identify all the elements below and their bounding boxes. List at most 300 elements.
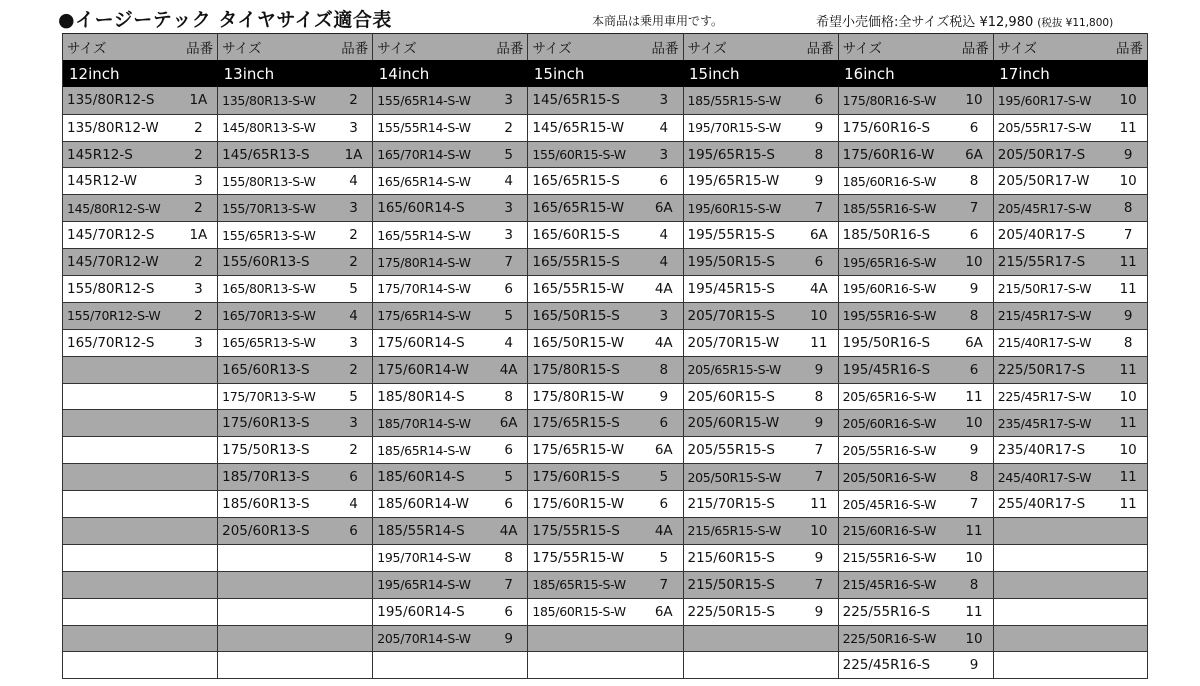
product-number: 9	[645, 383, 683, 410]
tire-size: 175/80R14-S-W	[373, 249, 490, 276]
product-number: 9	[490, 625, 528, 652]
product-number: 6A	[955, 329, 993, 356]
product-number: 9	[800, 356, 838, 383]
empty-cell	[683, 652, 800, 679]
product-number: 6A	[645, 598, 683, 625]
product-number: 3	[490, 222, 528, 249]
empty-cell	[63, 625, 180, 652]
tire-size: 175/60R16-S	[838, 114, 955, 141]
table-row	[63, 329, 1148, 356]
tire-size: 145/70R12-S	[63, 222, 180, 249]
product-number: 5	[645, 544, 683, 571]
tire-size: 185/70R13-S	[218, 464, 335, 491]
tire-size: 135/80R13-S-W	[218, 87, 335, 114]
product-number: 4	[490, 329, 528, 356]
table-row	[63, 437, 1148, 464]
tire-size: 195/65R14-S-W	[373, 571, 490, 598]
empty-cell	[63, 544, 180, 571]
table-row	[63, 114, 1148, 141]
tire-size: 205/65R16-S-W	[838, 383, 955, 410]
tire-size: 145/65R15-W	[528, 114, 645, 141]
table-row	[63, 87, 1148, 114]
tire-size: 195/65R15-S	[683, 141, 800, 168]
tire-size: 185/55R15-S-W	[683, 87, 800, 114]
product-number: 3	[490, 195, 528, 222]
col-header-size: サイズ	[838, 34, 955, 61]
tire-size: 145/80R12-S-W	[63, 195, 180, 222]
product-number: 11	[1109, 464, 1147, 491]
product-number: 10	[955, 410, 993, 437]
empty-cell	[1109, 571, 1147, 598]
tire-size: 175/60R13-S	[218, 410, 335, 437]
tire-size: 215/55R17-S	[993, 249, 1109, 276]
product-number: 2	[490, 114, 528, 141]
product-number: 7	[800, 464, 838, 491]
product-number: 8	[490, 544, 528, 571]
tire-size: 175/65R15-W	[528, 437, 645, 464]
product-number: 4	[335, 302, 373, 329]
tire-size: 165/80R13-S-W	[218, 276, 335, 303]
empty-cell	[180, 598, 218, 625]
tire-size: 185/60R15-S-W	[528, 598, 645, 625]
empty-cell	[63, 652, 180, 679]
product-number: 7	[490, 249, 528, 276]
product-number: 11	[1109, 276, 1147, 303]
tire-size: 215/55R16-S-W	[838, 544, 955, 571]
product-number: 4	[335, 491, 373, 518]
tire-size: 225/55R16-S	[838, 598, 955, 625]
empty-cell	[63, 437, 180, 464]
tire-size: 195/45R15-S	[683, 276, 800, 303]
tire-size: 145/65R13-S	[218, 141, 335, 168]
empty-cell	[683, 625, 800, 652]
table-row	[63, 598, 1148, 625]
empty-cell	[63, 518, 180, 545]
empty-cell	[180, 356, 218, 383]
product-number: 6	[800, 87, 838, 114]
empty-cell	[490, 652, 528, 679]
empty-cell	[63, 598, 180, 625]
usage-note: 本商品は乗用車用です。	[592, 14, 724, 28]
product-number: 3	[335, 195, 373, 222]
product-number: 8	[645, 356, 683, 383]
tire-size: 175/55R15-S	[528, 518, 645, 545]
product-number: 4A	[645, 329, 683, 356]
product-number: 11	[1109, 249, 1147, 276]
tire-size: 205/60R16-S-W	[838, 410, 955, 437]
tire-size: 215/65R15-S-W	[683, 518, 800, 545]
table-row	[63, 544, 1148, 571]
empty-cell	[1109, 598, 1147, 625]
tire-size: 225/50R15-S	[683, 598, 800, 625]
product-number: 11	[955, 518, 993, 545]
tire-size: 175/60R14-S	[373, 329, 490, 356]
tire-size: 155/60R13-S	[218, 249, 335, 276]
product-number: 1A	[180, 222, 218, 249]
empty-cell	[63, 410, 180, 437]
tire-size: 215/60R15-S	[683, 544, 800, 571]
tire-size: 155/80R12-S	[63, 276, 180, 303]
empty-cell	[335, 598, 373, 625]
tire-size: 205/45R17-S-W	[993, 195, 1109, 222]
product-number: 6	[490, 437, 528, 464]
tire-size: 205/60R15-W	[683, 410, 800, 437]
empty-cell	[335, 652, 373, 679]
tire-size: 205/70R14-S-W	[373, 625, 490, 652]
col-header-size: サイズ	[528, 34, 645, 61]
product-number: 3	[335, 329, 373, 356]
tire-size: 175/70R14-S-W	[373, 276, 490, 303]
tire-size: 195/60R17-S-W	[993, 87, 1109, 114]
empty-cell	[645, 625, 683, 652]
product-number: 4	[490, 168, 528, 195]
inch-group-label: 12inch	[63, 60, 218, 87]
product-number: 10	[1109, 168, 1147, 195]
table-row	[63, 356, 1148, 383]
tire-size: 195/50R16-S	[838, 329, 955, 356]
product-number: 3	[490, 87, 528, 114]
empty-cell	[218, 544, 335, 571]
col-header-number: 品番	[800, 34, 838, 61]
product-number: 7	[955, 491, 993, 518]
price-tax: (税抜 ¥11,800)	[1037, 17, 1114, 29]
product-number: 6	[955, 356, 993, 383]
tire-size: 205/55R16-S-W	[838, 437, 955, 464]
product-number: 2	[335, 222, 373, 249]
table-row	[63, 168, 1148, 195]
product-number: 1A	[335, 141, 373, 168]
empty-cell	[1109, 625, 1147, 652]
product-number: 10	[955, 625, 993, 652]
table-body	[63, 87, 1148, 679]
product-number: 6	[955, 114, 993, 141]
tire-size: 185/80R14-S	[373, 383, 490, 410]
product-number: 6	[955, 222, 993, 249]
tire-size: 175/55R15-W	[528, 544, 645, 571]
empty-cell	[180, 464, 218, 491]
product-number: 9	[800, 598, 838, 625]
tire-size: 205/55R17-S-W	[993, 114, 1109, 141]
tire-size: 175/70R13-S-W	[218, 383, 335, 410]
empty-cell	[63, 356, 180, 383]
col-header-number: 品番	[1109, 34, 1147, 61]
product-number: 10	[800, 302, 838, 329]
product-number: 3	[335, 410, 373, 437]
product-number: 6	[645, 491, 683, 518]
tire-size: 165/70R12-S	[63, 329, 180, 356]
tire-size: 225/50R17-S	[993, 356, 1109, 383]
product-number: 2	[180, 302, 218, 329]
tire-size: 165/55R14-S-W	[373, 222, 490, 249]
product-number: 4A	[645, 518, 683, 545]
product-number: 4	[645, 114, 683, 141]
col-header-size: サイズ	[993, 34, 1109, 61]
price-info	[816, 11, 1113, 30]
inch-group-label: 13inch	[218, 60, 373, 87]
table-row	[63, 195, 1148, 222]
inch-group-label: 14inch	[373, 60, 528, 87]
empty-cell	[993, 518, 1109, 545]
product-number: 7	[800, 437, 838, 464]
empty-cell	[218, 598, 335, 625]
empty-cell	[180, 383, 218, 410]
table-row	[63, 625, 1148, 652]
table-row	[63, 518, 1148, 545]
product-number: 6	[335, 518, 373, 545]
empty-cell	[335, 625, 373, 652]
product-number: 8	[955, 168, 993, 195]
tire-size: 185/60R13-S	[218, 491, 335, 518]
tire-size: 185/50R16-S	[838, 222, 955, 249]
tire-size: 175/65R14-S-W	[373, 302, 490, 329]
tire-size: 165/65R15-S	[528, 168, 645, 195]
empty-cell	[993, 571, 1109, 598]
tire-size: 205/50R15-S-W	[683, 464, 800, 491]
page-title: ●イージーテック タイヤサイズ適合表	[58, 9, 392, 31]
tire-size: 155/80R13-S-W	[218, 168, 335, 195]
tire-size: 225/45R17-S-W	[993, 383, 1109, 410]
product-number: 10	[1109, 437, 1147, 464]
empty-cell	[1109, 518, 1147, 545]
tire-size: 205/40R17-S	[993, 222, 1109, 249]
product-number: 6	[490, 276, 528, 303]
tire-size: 195/45R16-S	[838, 356, 955, 383]
product-number: 4A	[800, 276, 838, 303]
empty-cell	[1109, 652, 1147, 679]
tire-size: 185/65R14-S-W	[373, 437, 490, 464]
product-number: 3	[645, 141, 683, 168]
page-header	[0, 0, 1200, 34]
tire-size: 175/60R14-W	[373, 356, 490, 383]
table-row	[63, 302, 1148, 329]
product-number: 11	[955, 383, 993, 410]
product-number: 3	[645, 87, 683, 114]
table-row	[63, 383, 1148, 410]
product-number: 11	[1109, 356, 1147, 383]
product-number: 4	[335, 168, 373, 195]
price-label: 希望小売価格:全サイズ税込 ¥12,980	[816, 15, 1034, 30]
product-number: 5	[335, 383, 373, 410]
product-number: 8	[955, 302, 993, 329]
empty-cell	[63, 464, 180, 491]
tire-size: 195/55R16-S-W	[838, 302, 955, 329]
tire-size: 165/50R15-S	[528, 302, 645, 329]
product-number: 2	[335, 87, 373, 114]
empty-cell	[800, 652, 838, 679]
tire-size: 205/70R15-W	[683, 329, 800, 356]
tire-size: 165/65R14-S-W	[373, 168, 490, 195]
product-number: 6A	[800, 222, 838, 249]
tire-size: 165/60R13-S	[218, 356, 335, 383]
product-number: 4	[645, 249, 683, 276]
empty-cell	[993, 598, 1109, 625]
tire-size: 165/50R15-W	[528, 329, 645, 356]
tire-size: 155/55R14-S-W	[373, 114, 490, 141]
product-number: 2	[335, 356, 373, 383]
empty-cell	[645, 652, 683, 679]
empty-cell	[180, 410, 218, 437]
tire-size: 175/80R15-S	[528, 356, 645, 383]
product-number: 6A	[645, 195, 683, 222]
empty-cell	[218, 571, 335, 598]
tire-size: 195/60R16-S-W	[838, 276, 955, 303]
tire-size: 215/45R17-S-W	[993, 302, 1109, 329]
product-number: 11	[1109, 491, 1147, 518]
product-number: 2	[180, 114, 218, 141]
product-number: 8	[955, 571, 993, 598]
empty-cell	[180, 437, 218, 464]
product-number: 5	[645, 464, 683, 491]
empty-cell	[373, 652, 490, 679]
empty-cell	[993, 652, 1109, 679]
product-number: 3	[180, 329, 218, 356]
empty-cell	[335, 544, 373, 571]
tire-size: 175/60R15-S	[528, 464, 645, 491]
tire-size: 235/45R17-S-W	[993, 410, 1109, 437]
product-number: 6	[800, 249, 838, 276]
table-row	[63, 571, 1148, 598]
empty-cell	[63, 383, 180, 410]
product-number: 9	[800, 544, 838, 571]
empty-cell	[180, 518, 218, 545]
product-number: 7	[800, 571, 838, 598]
product-number: 10	[955, 87, 993, 114]
product-number: 6	[645, 410, 683, 437]
product-number: 8	[955, 464, 993, 491]
product-number: 6	[490, 491, 528, 518]
tire-size: 195/65R16-S-W	[838, 249, 955, 276]
product-number: 11	[800, 329, 838, 356]
table-row	[63, 491, 1148, 518]
tire-size: 145/80R13-S-W	[218, 114, 335, 141]
tire-size: 135/80R12-W	[63, 114, 180, 141]
product-number: 2	[335, 249, 373, 276]
tire-size: 185/55R14-S	[373, 518, 490, 545]
col-header-size: サイズ	[373, 34, 490, 61]
tire-size: 215/50R15-S	[683, 571, 800, 598]
col-header-size: サイズ	[218, 34, 335, 61]
product-number: 11	[1109, 114, 1147, 141]
col-header-number: 品番	[955, 34, 993, 61]
tire-size: 225/50R16-S-W	[838, 625, 955, 652]
tire-size: 245/40R17-S-W	[993, 464, 1109, 491]
tire-size: 205/60R15-S	[683, 383, 800, 410]
tire-size: 195/50R15-S	[683, 249, 800, 276]
tire-size: 205/50R17-S	[993, 141, 1109, 168]
product-number: 7	[800, 195, 838, 222]
tire-size: 145/65R15-S	[528, 87, 645, 114]
product-number: 10	[800, 518, 838, 545]
empty-cell	[63, 571, 180, 598]
tire-size: 165/60R14-S	[373, 195, 490, 222]
tire-size: 255/40R17-S	[993, 491, 1109, 518]
product-number: 3	[180, 168, 218, 195]
column-header-row	[63, 34, 1148, 61]
product-number: 3	[335, 114, 373, 141]
tire-size: 205/45R16-S-W	[838, 491, 955, 518]
tire-size: 155/65R14-S-W	[373, 87, 490, 114]
empty-cell	[1109, 544, 1147, 571]
product-number: 10	[955, 544, 993, 571]
tire-size: 155/65R13-S-W	[218, 222, 335, 249]
product-number: 9	[955, 652, 993, 679]
product-number: 9	[800, 410, 838, 437]
tire-size: 135/80R12-S	[63, 87, 180, 114]
tire-size: 155/60R15-S-W	[528, 141, 645, 168]
tire-size: 165/70R14-S-W	[373, 141, 490, 168]
product-number: 11	[1109, 410, 1147, 437]
tire-size: 175/65R15-S	[528, 410, 645, 437]
product-number: 5	[490, 302, 528, 329]
tire-size: 165/65R13-S-W	[218, 329, 335, 356]
tire-size-table	[62, 33, 1148, 679]
tire-size: 215/50R17-S-W	[993, 276, 1109, 303]
product-number: 6	[645, 168, 683, 195]
tire-size: 165/55R15-S	[528, 249, 645, 276]
col-header-number: 品番	[180, 34, 218, 61]
product-number: 8	[800, 141, 838, 168]
table-row	[63, 410, 1148, 437]
empty-cell	[180, 491, 218, 518]
tire-size: 215/40R17-S-W	[993, 329, 1109, 356]
product-number: 10	[955, 249, 993, 276]
empty-cell	[180, 571, 218, 598]
tire-size: 145R12-W	[63, 168, 180, 195]
tire-size: 195/65R15-W	[683, 168, 800, 195]
empty-cell	[528, 652, 645, 679]
tire-size: 205/50R16-S-W	[838, 464, 955, 491]
tire-size: 225/45R16-S	[838, 652, 955, 679]
product-number: 9	[1109, 302, 1147, 329]
product-number: 9	[800, 168, 838, 195]
tire-size: 205/65R15-S-W	[683, 356, 800, 383]
tire-size: 215/60R16-S-W	[838, 518, 955, 545]
product-number: 6A	[490, 410, 528, 437]
tire-size: 205/70R15-S	[683, 302, 800, 329]
table-row	[63, 276, 1148, 303]
tire-size: 215/70R15-S	[683, 491, 800, 518]
tire-size: 195/60R15-S-W	[683, 195, 800, 222]
tire-size: 145/70R12-W	[63, 249, 180, 276]
tire-size: 205/55R15-S	[683, 437, 800, 464]
empty-cell	[180, 625, 218, 652]
tire-size: 185/55R16-S-W	[838, 195, 955, 222]
tire-size: 165/65R15-W	[528, 195, 645, 222]
tire-size: 165/55R15-W	[528, 276, 645, 303]
tire-size: 175/50R13-S	[218, 437, 335, 464]
product-number: 8	[1109, 195, 1147, 222]
tire-size: 165/60R15-S	[528, 222, 645, 249]
product-number: 9	[800, 114, 838, 141]
tire-size: 175/60R16-W	[838, 141, 955, 168]
inch-group-label: 15inch	[683, 60, 838, 87]
product-number: 6	[490, 598, 528, 625]
tire-size: 155/70R13-S-W	[218, 195, 335, 222]
tire-size: 185/70R14-S-W	[373, 410, 490, 437]
product-number: 10	[1109, 383, 1147, 410]
product-number: 8	[1109, 329, 1147, 356]
table-row	[63, 652, 1148, 679]
table-row	[63, 141, 1148, 168]
tire-size: 195/70R15-S-W	[683, 114, 800, 141]
col-header-number: 品番	[490, 34, 528, 61]
product-number: 11	[800, 491, 838, 518]
product-number: 4	[645, 222, 683, 249]
empty-cell	[180, 652, 218, 679]
empty-cell	[63, 491, 180, 518]
tire-size: 195/70R14-S-W	[373, 544, 490, 571]
tire-size: 145R12-S	[63, 141, 180, 168]
